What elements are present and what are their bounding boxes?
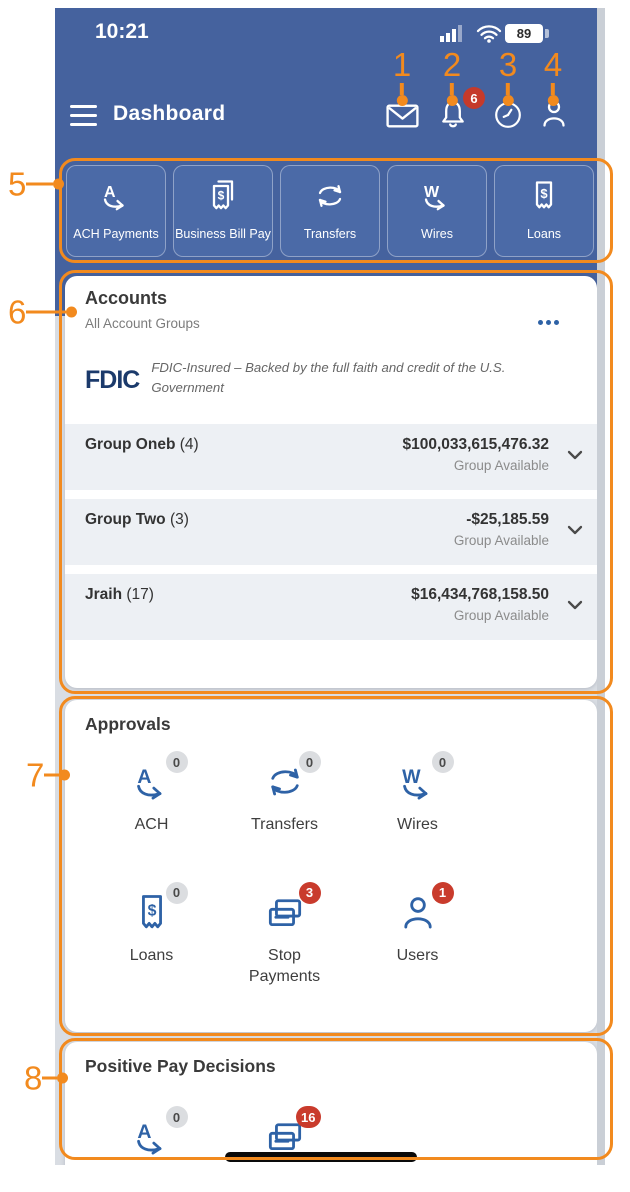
page-title: Dashboard [113,102,226,125]
callout-number: 6 [8,293,27,331]
callout-number: 8 [24,1059,43,1097]
account-group-row[interactable] [65,499,597,565]
group-amount: $16,434,768,158.50 [411,586,549,603]
callout-number: 3 [498,46,518,83]
business-bill-pay-button[interactable] [173,165,273,257]
quick-action-label: Transfers [303,226,357,241]
svg-text:$: $ [147,902,156,920]
approval-label: Wires [397,816,438,833]
approval-item-loans[interactable] [85,885,218,988]
quick-actions-bar [66,165,594,257]
battery-icon [505,24,543,43]
count-badge: 16 [296,1106,320,1128]
positive-pay-item-ach[interactable] [85,1109,218,1159]
signal-strength-icon [440,24,467,42]
screen-edge-strip [597,8,605,1165]
positive-pay-card [65,1042,597,1165]
approval-label: Stop Payments [248,946,321,986]
svg-text:A: A [104,184,116,201]
quick-action-label: ACH Payments [73,226,159,241]
group-name [85,436,199,490]
fdic-notice [85,358,565,402]
approvals-title: Approvals [85,714,171,734]
callout-number: 1 [392,46,412,83]
accounts-subtitle: All Account Groups [85,316,200,331]
group-name-text: Group Two [85,511,166,528]
positive-pay-title: Positive Pay Decisions [85,1056,276,1076]
fdic-text: FDIC-Insured – Backed by the full faith and credit of the U.S. Government [151,360,506,396]
group-name-text: Jraih [85,586,123,603]
battery-tip [545,29,549,38]
accounts-title: Accounts [85,288,168,308]
callout-number: 2 [442,46,462,83]
count-badge: 0 [166,751,188,773]
fdic-logo: FDIC [85,366,140,394]
quick-action-label: Loans [526,226,562,241]
ellipsis-icon[interactable] [538,320,559,325]
history-clock-icon[interactable] [491,98,525,132]
count-badge: 0 [432,751,454,773]
group-count: (17) [126,586,154,603]
transfers-button[interactable] [280,165,380,257]
group-name [85,586,154,640]
wifi-icon [476,24,502,43]
callout-number: 4 [543,46,563,83]
count-badge: 3 [299,882,321,904]
count-badge: 0 [166,1106,188,1128]
ach-payments-button[interactable] [66,165,166,257]
approval-item-stop-payments[interactable] [218,885,351,988]
svg-text:A: A [136,1121,151,1144]
group-count: (4) [179,436,199,453]
group-amount: -$25,185.59 [466,511,549,528]
loans-button[interactable] [494,165,594,257]
battery-percent: 89 [516,26,532,41]
group-amount-label: Group Available [453,608,549,623]
group-count: (3) [169,511,189,528]
svg-text:$: $ [217,188,225,203]
count-badge: 1 [432,882,454,904]
account-group-row[interactable] [65,424,597,490]
svg-text:W: W [424,184,440,201]
group-balance [402,436,549,490]
group-amount-label: Group Available [453,458,549,473]
quick-action-label: Wires [421,226,453,241]
quick-action-label: Business Bill Pay [175,226,271,241]
approval-item-ach[interactable] [85,754,218,836]
transfers-icon [312,178,348,214]
header-background [55,8,605,316]
group-name-text: Group Oneb [85,436,176,453]
callout-number: 7 [26,756,45,794]
group-name [85,511,189,565]
account-group-row[interactable] [65,574,597,640]
approval-label: Users [396,946,439,964]
approval-item-wires[interactable] [351,754,484,836]
menu-icon[interactable] [70,105,97,126]
status-time: 10:21 [95,20,149,43]
svg-text:A: A [136,766,151,789]
phone-screenshot [55,8,605,1165]
svg-text:$: $ [540,186,548,201]
approval-label: Loans [129,946,174,964]
group-amount: $100,033,615,476.32 [402,436,549,453]
approvals-grid [85,754,485,988]
wires-icon [419,178,455,214]
ach-icon [98,178,134,214]
approval-label: ACH [134,816,169,833]
svg-text:W: W [401,766,421,789]
home-indicator-bar[interactable] [225,1152,417,1162]
count-badge: 0 [166,882,188,904]
profile-icon[interactable] [536,96,572,132]
callout-number: 5 [8,165,27,203]
approval-item-transfers[interactable] [218,754,351,836]
chevron-down-icon[interactable] [567,600,583,610]
bill-pay-icon [205,178,241,214]
accounts-card [65,276,597,688]
notifications-count-badge [463,87,485,109]
approval-item-users[interactable] [351,885,484,988]
mail-icon[interactable] [384,101,421,131]
chevron-down-icon[interactable] [567,450,583,460]
approval-label: Transfers [251,816,318,833]
loans-icon [526,178,562,214]
wires-button[interactable] [387,165,487,257]
approvals-card [65,700,597,1032]
group-amount-label: Group Available [453,533,549,548]
chevron-down-icon[interactable] [567,525,583,535]
group-balance [411,586,549,640]
group-balance [454,511,549,565]
count-badge: 0 [299,751,321,773]
notifications-count: 6 [470,90,478,106]
account-group-list [65,424,597,640]
